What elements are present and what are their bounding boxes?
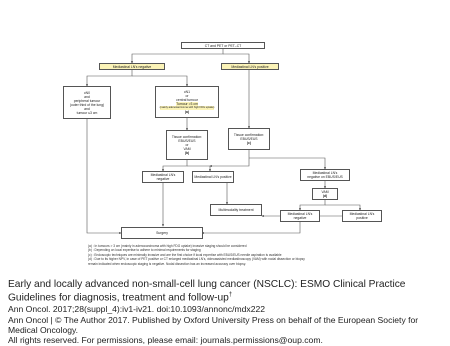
footnotes bbox=[88, 244, 368, 266]
footnote-b: (b) : Depending on local expertise to adhere to minimal requirements for staging bbox=[88, 248, 201, 253]
mneg3-text: Mediastinal LN's negative bbox=[287, 212, 313, 220]
cn0-line-3: peripheral tumour bbox=[73, 98, 101, 103]
mpos-text: Mediastinal LN's positive bbox=[194, 175, 232, 179]
caption-title: Early and locally advanced non-small-cell lung cancer (NSCLC): ESMO Clinical Practice Guidelines for diagnosis, treatment and follow-up bbox=[8, 279, 406, 304]
figure-caption bbox=[8, 279, 444, 346]
vam-line-1: VAM bbox=[321, 190, 329, 194]
box-multimodality bbox=[210, 204, 262, 216]
footnote-d-continued: remain indicated when endoscopic staging is negative. Nodal dissection has an increased accuracy over biopsy. bbox=[88, 261, 246, 266]
arrow-cn0-to-surgery bbox=[87, 119, 121, 233]
arrow-neg-to-cn0 bbox=[87, 70, 132, 86]
footnote-c: (c) : Endoscopic techniques are minimally invasive and are the first choice if local expertise with EBUS/EUS needle aspiration is available bbox=[88, 252, 282, 257]
caption-citation: Ann Oncol. 2017;28(suppl_4):iv1-iv21. doi:10.1093/annonc/mdx222 bbox=[8, 304, 266, 315]
box-ct-pet-text: CT and PET or PET–CT bbox=[204, 43, 242, 48]
mpos3-text: Mediastinal LN's positive bbox=[349, 212, 375, 220]
box-mediastinal-negative-3 bbox=[280, 210, 320, 222]
mneg-text: Mediastinal LN's negative bbox=[150, 173, 176, 181]
arrow-mneg3-to-surgery bbox=[202, 222, 300, 233]
box-mediastinal-negative bbox=[99, 63, 165, 70]
caption-rights: All rights reserved. For permissions, please email: journals.permissions@oup.com. bbox=[8, 335, 323, 346]
tc2-note-ref: (c) bbox=[246, 141, 252, 145]
arrow-tc2-to-mpos bbox=[210, 150, 249, 166]
arrow-top-to-pos bbox=[223, 54, 249, 63]
cn0-line-5: and bbox=[84, 106, 90, 111]
arrow-top-to-neg bbox=[132, 48, 223, 63]
box-cn1 bbox=[155, 86, 219, 118]
cn0-line-6: tumour ≤3 cm bbox=[76, 110, 98, 115]
cn0-line-2: and bbox=[84, 94, 90, 99]
caption-dagger: † bbox=[228, 292, 233, 299]
tc1-note-ref: (b) bbox=[184, 151, 190, 155]
box-mediastinal-positive-text: Mediastinal LN's positive bbox=[231, 64, 269, 69]
cn1-note-ref: (a) bbox=[184, 110, 190, 114]
box-ct-pet bbox=[181, 42, 265, 49]
tc1-line-2: EBUS/EUS bbox=[178, 139, 196, 143]
box-mediastinal-negative-ebus bbox=[300, 169, 350, 181]
tc1-line-1: Tissue confirmation: bbox=[171, 135, 203, 139]
box-mediastinal-positive-2 bbox=[192, 171, 234, 183]
cn1-line-4: Tumour >3 cm bbox=[176, 102, 198, 106]
arrow-vam-to-mneg3 bbox=[300, 200, 325, 210]
box-mediastinal-negative-text: Mediastinal LN's negative bbox=[112, 64, 152, 69]
box-tissue-confirmation-2 bbox=[228, 128, 270, 150]
box-surgery bbox=[121, 227, 203, 239]
arrow-tc2-to-mneg2 bbox=[249, 158, 325, 169]
tc2-line-1: Tissue confirmation: bbox=[233, 133, 265, 137]
box-mediastinal-positive bbox=[221, 63, 279, 70]
caption-copyright: Ann Oncol | © The Author 2017. Published by Oxford University Press on behalf of the European Society for Medical Oncology. bbox=[8, 314, 419, 336]
box-cn0 bbox=[63, 86, 111, 119]
vam-note-ref: (d) bbox=[322, 194, 328, 198]
cn0-line-1: cN0 bbox=[83, 90, 91, 95]
mneg2-line-1: Mediastinal LN's bbox=[312, 171, 338, 175]
cn1-line-5: (mainly adenocarcinoma with high FDG uptake) bbox=[159, 106, 215, 109]
cn0-line-4: (outer third of the lung) bbox=[69, 102, 105, 107]
caption-title-line bbox=[8, 279, 444, 304]
box-mediastinal-negative-2 bbox=[142, 171, 184, 183]
cn1-line-3: central tumour bbox=[176, 98, 198, 102]
tc2-line-2: EBUS/EUS bbox=[240, 137, 258, 141]
cn1-line-2: or bbox=[185, 94, 189, 98]
tc1-line-4: VAM bbox=[183, 147, 191, 151]
box-tissue-confirmation-1 bbox=[166, 130, 208, 160]
footnote-d: (d) : Due to its higher NPV, in case of PET positive or CT enlarged mediastinal LN's, videoassisted mediastinoscopy (VAM) with nodal dissection or biopsy bbox=[88, 257, 305, 262]
surgery-text: Surgery bbox=[156, 231, 168, 235]
mneg2-line-2: negative on EBUS/EUS bbox=[307, 175, 343, 179]
box-vam bbox=[312, 188, 338, 200]
cn1-line-1: cN1 bbox=[183, 90, 191, 94]
multi-text: Multimodality treatment bbox=[218, 208, 254, 212]
arrow-tc1-to-mneg bbox=[163, 160, 187, 171]
footnote-a: (a) : In tumours > 3 cm (mainly in adenocarcinoma with high FDG uptake) invasive staging should be considered bbox=[88, 244, 247, 248]
tc1-line-3: or bbox=[185, 143, 189, 147]
box-mediastinal-positive-3 bbox=[342, 210, 382, 222]
arrow-neg-to-cn1 bbox=[132, 76, 187, 86]
